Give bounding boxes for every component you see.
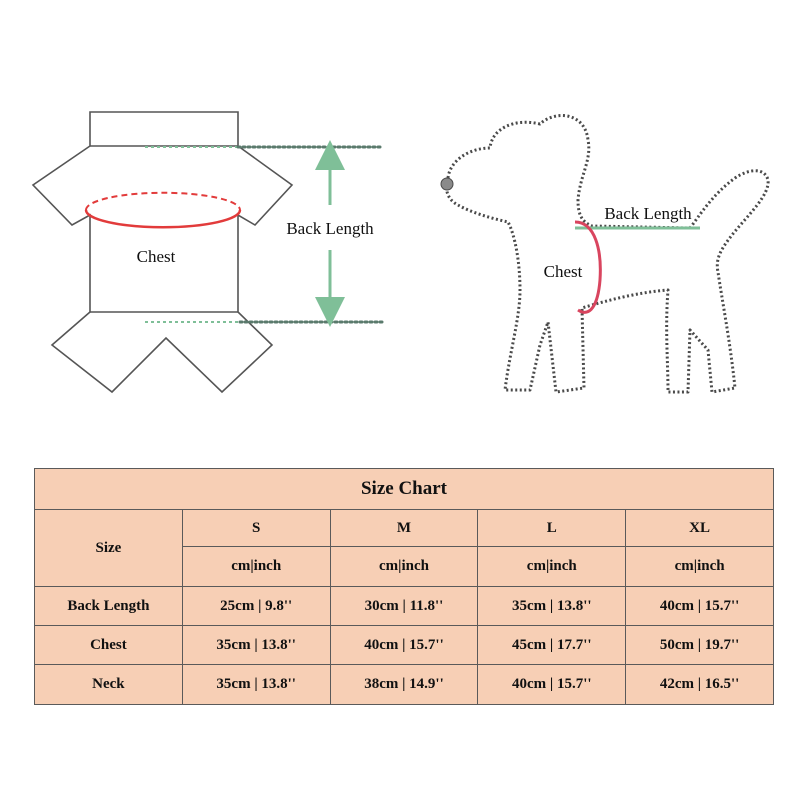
size-l-header: L xyxy=(478,510,626,547)
garment-back-length-label: Back Length xyxy=(286,219,374,238)
table-cell: 50cm | 19.7'' xyxy=(626,626,774,665)
dog-illustration xyxy=(441,116,768,392)
table-cell: 42cm | 16.5'' xyxy=(626,665,774,705)
unit-label: cm|inch xyxy=(478,547,626,587)
size-xl-header: XL xyxy=(626,510,774,547)
table-cell: 25cm | 9.8'' xyxy=(182,587,330,626)
dog-nose-icon xyxy=(441,178,453,190)
dog-back-length-label: Back Length xyxy=(604,204,692,223)
row-label-chest: Chest xyxy=(35,626,183,665)
unit-label: cm|inch xyxy=(330,547,478,587)
table-row-back-length xyxy=(35,587,774,626)
table-cell: 35cm | 13.8'' xyxy=(478,587,626,626)
table-cell: 35cm | 13.8'' xyxy=(182,665,330,705)
table-title: Size Chart xyxy=(35,469,774,510)
garment-illustration xyxy=(33,112,382,392)
row-label-neck: Neck xyxy=(35,665,183,705)
dog-chest-label: Chest xyxy=(543,262,583,281)
size-header: Size xyxy=(35,510,183,587)
table-cell: 40cm | 15.7'' xyxy=(626,587,774,626)
table-cell: 40cm | 15.7'' xyxy=(330,626,478,665)
table-cell: 40cm | 15.7'' xyxy=(478,665,626,705)
garment-chest-label: Chest xyxy=(136,247,176,266)
row-label-back-length: Back Length xyxy=(35,587,183,626)
size-m-header: M xyxy=(330,510,478,547)
table-row-neck xyxy=(35,665,774,705)
table-cell: 35cm | 13.8'' xyxy=(182,626,330,665)
table-cell: 45cm | 17.7'' xyxy=(478,626,626,665)
table-cell: 30cm | 11.8'' xyxy=(330,587,478,626)
table-row-chest xyxy=(35,626,774,665)
size-chart-table xyxy=(34,468,774,705)
size-s-header: S xyxy=(182,510,330,547)
unit-label: cm|inch xyxy=(182,547,330,587)
table-title-row xyxy=(35,469,774,510)
unit-label: cm|inch xyxy=(626,547,774,587)
dog-outline xyxy=(446,116,768,392)
table-cell: 38cm | 14.9'' xyxy=(330,665,478,705)
table-size-row xyxy=(35,510,774,547)
